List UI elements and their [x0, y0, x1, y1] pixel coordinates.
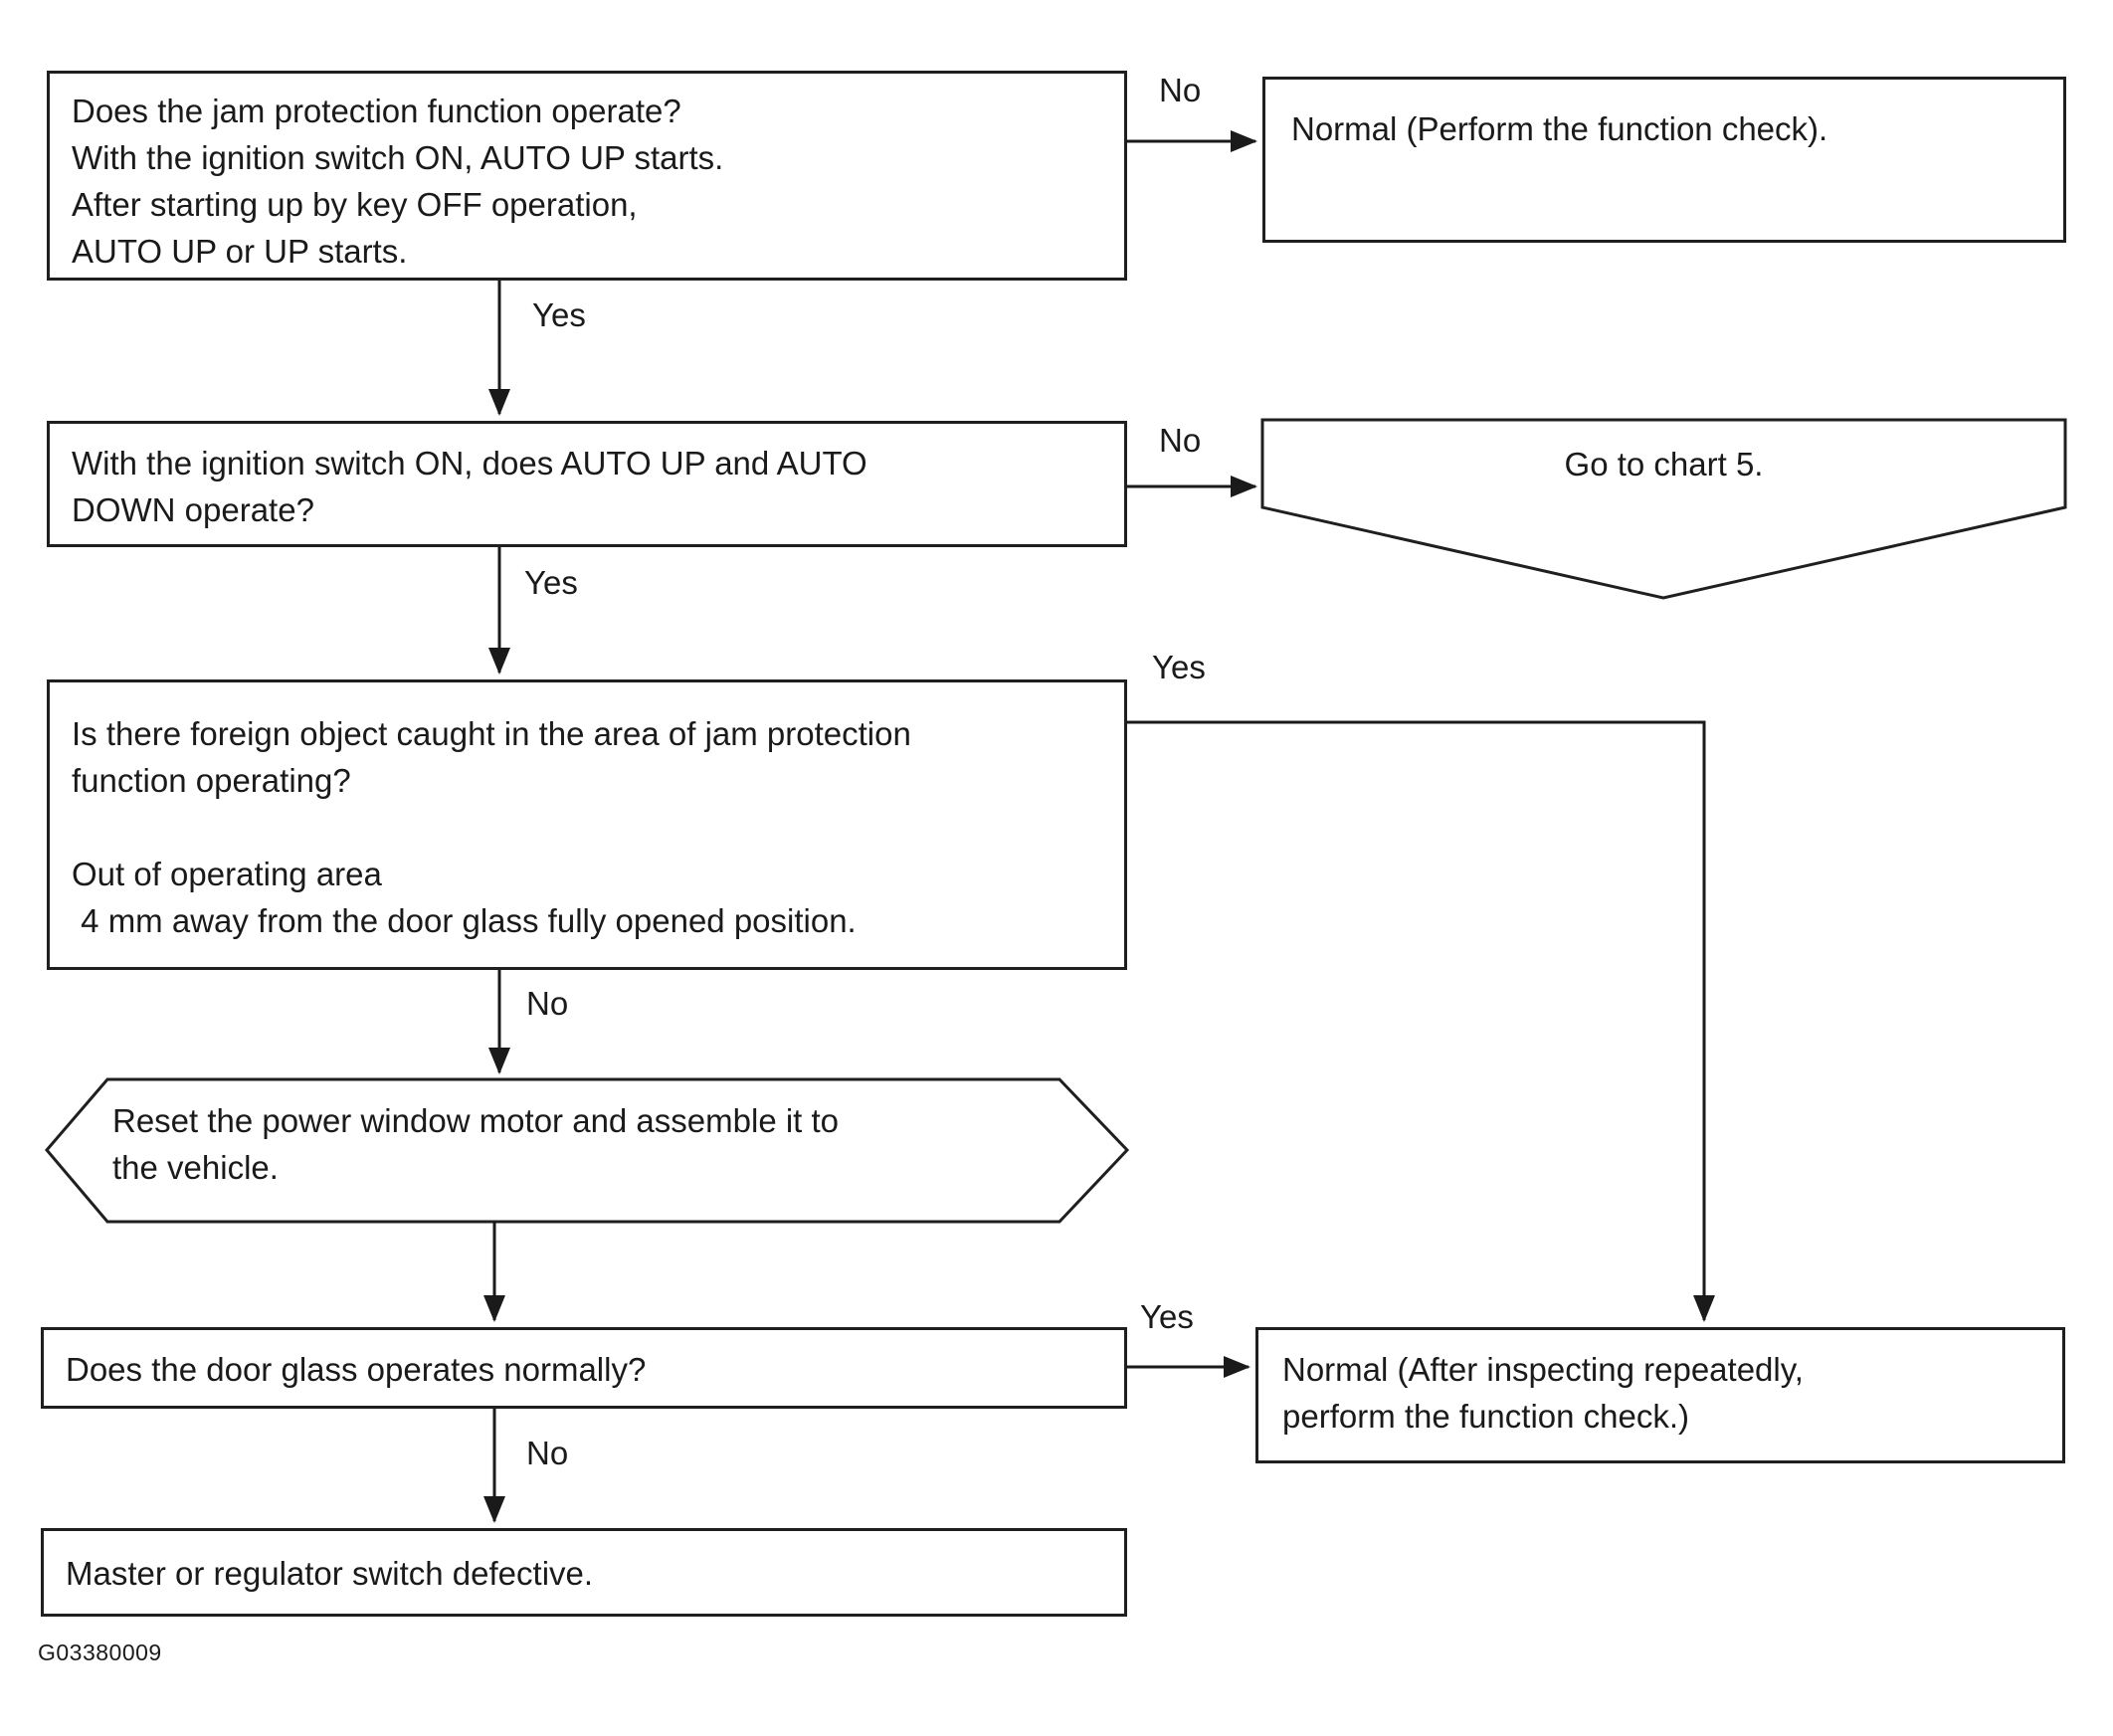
node-result-normal-function-check: [1262, 77, 2066, 243]
node-question-jam-protection-operate: [47, 71, 1127, 281]
text-line: perform the function check.): [1282, 1398, 1690, 1435]
branch-label-yes-4: Yes: [1140, 1298, 1194, 1335]
branch-label-yes-1: Yes: [532, 296, 586, 333]
branch-label-yes-3: Yes: [1152, 649, 1206, 685]
branch-label-yes-2: Yes: [524, 564, 578, 601]
text-line: Master or regulator switch defective.: [66, 1555, 594, 1592]
branch-label-no-4: No: [526, 1435, 569, 1471]
branch-label-no-1: No: [1159, 72, 1202, 108]
text-line: With the ignition switch ON, AUTO UP starts.: [72, 139, 724, 176]
text-line: the vehicle.: [112, 1149, 279, 1186]
node-result-switch-defective: [41, 1528, 1127, 1617]
text-line: Out of operating area: [72, 856, 382, 892]
figure-id: G03380009: [38, 1640, 162, 1665]
text-line: Normal (After inspecting repeatedly,: [1282, 1351, 1804, 1388]
node-action-reset-motor-label: [112, 1097, 1087, 1191]
text-line: Normal (Perform the function check).: [1291, 110, 1828, 147]
text-line: After starting up by key OFF operation,: [72, 186, 638, 223]
connector-yes-3-elbow-arrow: [1127, 722, 1704, 1320]
node-result-normal-after-inspecting: [1255, 1327, 2065, 1463]
text-line: Is there foreign object caught in the area of jam protection: [72, 715, 911, 752]
text-line: With the ignition switch ON, does AUTO UP and AUTO: [72, 445, 867, 482]
text-line: Reset the power window motor and assemble it to: [112, 1102, 840, 1139]
text-line: [72, 804, 1102, 851]
text-line: 4 mm away from the door glass fully opened position.: [72, 902, 857, 939]
node-question-foreign-object: [47, 679, 1127, 970]
text-line: function operating?: [72, 762, 351, 799]
text-line: DOWN operate?: [72, 491, 314, 528]
text-line: Does the door glass operates normally?: [66, 1351, 647, 1388]
node-question-door-glass-normal: [41, 1327, 1127, 1409]
text-line: AUTO UP or UP starts.: [72, 233, 408, 270]
node-question-auto-up-down: [47, 421, 1127, 547]
node-goto-chart5-label: Go to chart 5.: [1564, 446, 1764, 482]
branch-label-no-2: No: [1159, 422, 1202, 459]
branch-label-no-3: No: [526, 985, 569, 1022]
text-line: Does the jam protection function operate?: [72, 93, 681, 129]
